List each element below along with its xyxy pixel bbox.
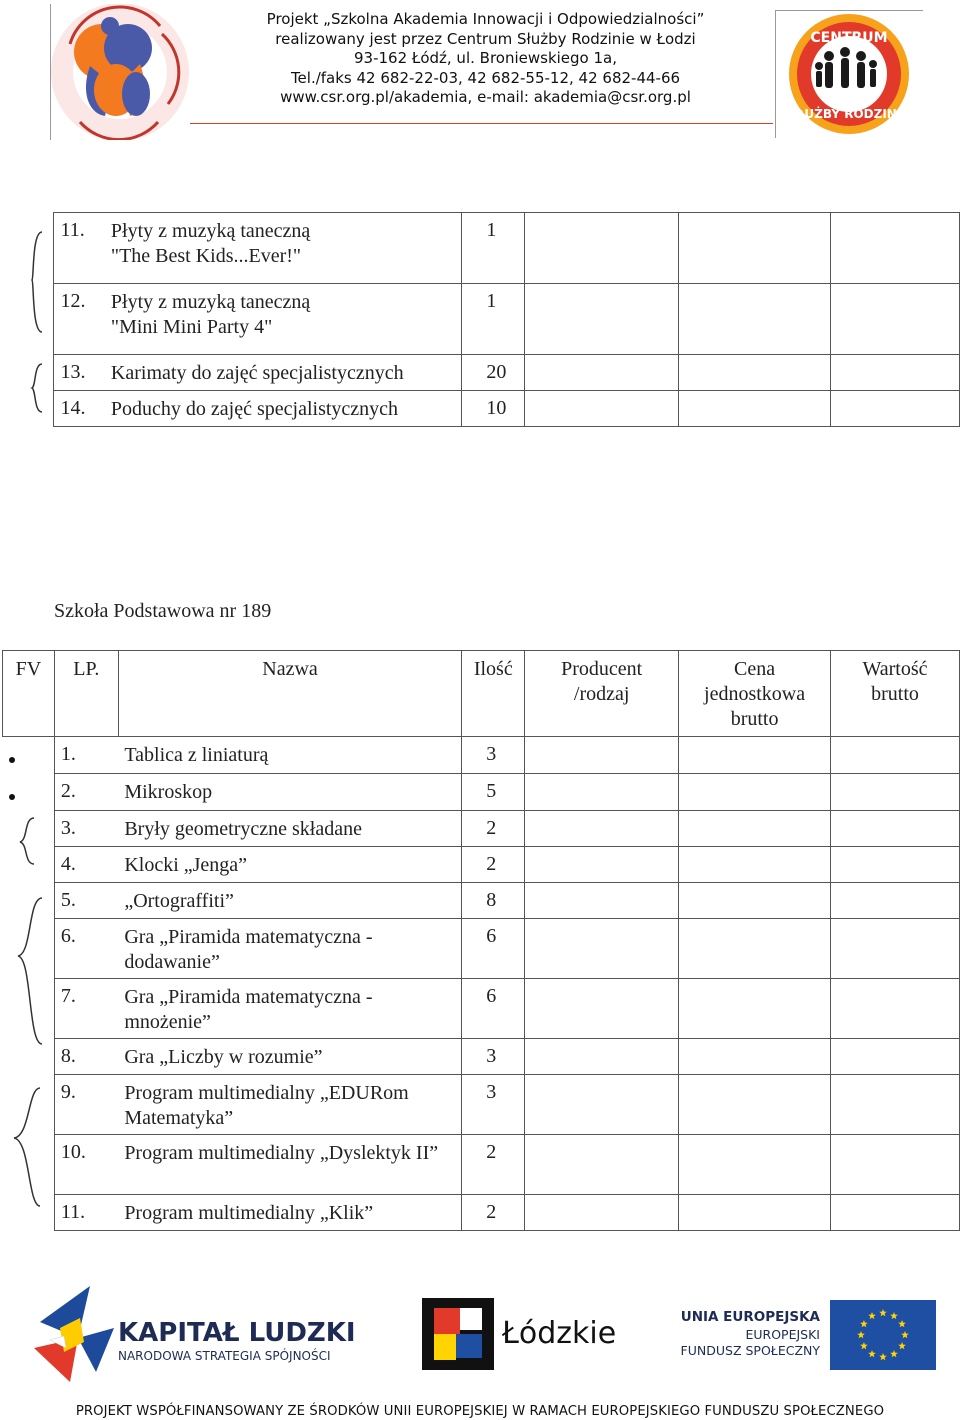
row-number: 10.: [54, 1135, 118, 1195]
row-name: [105, 213, 462, 284]
row-qty: 3: [462, 1039, 525, 1075]
row-producer-cell: [525, 391, 679, 427]
row-producer-cell: [525, 1039, 679, 1075]
row-number: 11.: [54, 213, 105, 284]
row-producer-cell: [525, 847, 679, 883]
row-name: Karimaty do zajęć specjalistycznych: [105, 355, 462, 391]
row-price-cell: [679, 811, 831, 847]
row-qty: 5: [462, 774, 525, 811]
col-fv-header: FV: [3, 651, 55, 737]
row-price-cell: [679, 1135, 831, 1195]
footer-note: PROJEKT WSPÓŁFINANSOWANY ZE ŚRODKÓW UNII EUROPEJSKIEJ W RAMACH EUROPEJSKIEGO FUNDUSZU SPOŁECZNEGO: [75, 1404, 885, 1419]
kapital-ludzki-logo-icon: [30, 1282, 116, 1386]
table-row: [2, 213, 960, 284]
row-price-cell: [679, 355, 831, 391]
row-qty: 2: [462, 1195, 525, 1231]
table-row: [3, 919, 960, 979]
row-number: 9.: [54, 1075, 118, 1135]
row-qty: 6: [462, 919, 525, 979]
table-row: [3, 1135, 960, 1195]
row-value-cell: [831, 284, 960, 355]
table-row: [3, 1075, 960, 1135]
col-lp-header: LP.: [54, 651, 118, 737]
row-number: 1.: [54, 737, 118, 774]
row-price-cell: [679, 883, 831, 919]
header-line-1: Projekt „Szkolna Akademia Innowacji i Odpowiedzialności”: [266, 10, 705, 28]
row-value-cell: [831, 1135, 960, 1195]
eu-flag-icon: [830, 1300, 936, 1370]
row-value-cell: [831, 355, 960, 391]
row-number: 3.: [54, 811, 118, 847]
row-value-cell: [831, 737, 960, 774]
col-producer-header: Producent /rodzaj: [525, 651, 679, 737]
row-qty: 6: [462, 979, 525, 1039]
col-unit-price-header: Cena jednostkowa brutto: [679, 651, 831, 737]
row-price-cell: [679, 847, 831, 883]
table-row: [3, 737, 960, 774]
row-name: Program multimedialny „EDURom Matematyka”: [118, 1075, 461, 1135]
section-title: Szkoła Podstawowa nr 189: [54, 600, 272, 622]
row-number: 2.: [54, 774, 118, 811]
row-name: Gra „Liczby w rozumie”: [118, 1039, 461, 1075]
header-line-3: 93-162 Łódź, ul. Broniewskiego 1a,: [354, 49, 617, 68]
row-value-cell: [831, 213, 960, 284]
row-producer-cell: [525, 1135, 679, 1195]
eu-line-1: UNIA EUROPEJSKA: [680, 1309, 820, 1325]
row-price-cell: [679, 1039, 831, 1075]
row-price-cell: [679, 979, 831, 1039]
row-qty: 10: [462, 391, 525, 427]
row-producer-cell: [525, 1195, 679, 1231]
row-price-cell: [679, 919, 831, 979]
row-value-cell: [831, 979, 960, 1039]
row-producer-cell: [525, 737, 679, 774]
row-number: 6.: [54, 919, 118, 979]
row-producer-cell: [525, 284, 679, 355]
row-name: Program multimedialny „Dyslektyk II”: [118, 1135, 461, 1195]
row-name: Klocki „Jenga”: [118, 847, 461, 883]
header-row: [3, 651, 960, 737]
row-value-cell: [831, 1039, 960, 1075]
row-price-cell: [679, 391, 831, 427]
row-name: Program multimedialny „Klik”: [118, 1195, 461, 1231]
row-name: Bryły geometryczne składane: [118, 811, 461, 847]
header-line-5: www.csr.org.pl/akademia, e-mail: akademia@csr.org.pl: [280, 88, 691, 107]
table-row: [3, 847, 960, 883]
lodzkie-logo-icon: [422, 1298, 494, 1370]
row-value-cell: [831, 847, 960, 883]
centrum-logo: [775, 10, 923, 138]
table-row: [2, 284, 960, 355]
row-price-cell: [679, 284, 831, 355]
col-qty-header: Ilość: [462, 651, 525, 737]
row-price-cell: [679, 1195, 831, 1231]
table-row: [3, 811, 960, 847]
row-qty: 3: [462, 1075, 525, 1135]
row-number: 13.: [54, 355, 105, 391]
header-line-4: Tel./faks 42 682-22-03, 42 682-55-12, 42 682-44-66: [290, 68, 681, 87]
row-price-cell: [679, 774, 831, 811]
row-number: 5.: [54, 883, 118, 919]
eu-line-2: EUROPEJSKI: [745, 1327, 820, 1342]
row-number: 7.: [54, 979, 118, 1039]
row-value-cell: [831, 774, 960, 811]
row-producer-cell: [525, 979, 679, 1039]
col-value-header: Wartość brutto: [831, 651, 960, 737]
col-name-header: Nazwa: [118, 651, 461, 737]
items-table-main: [2, 650, 960, 1231]
table-row: [2, 391, 960, 427]
table-row: [3, 774, 960, 811]
row-number: 12.: [54, 284, 105, 355]
table-row: [2, 355, 960, 391]
kapital-ludzki-subtitle: NARODOWA STRATEGIA SPÓJNOŚCI: [118, 1349, 331, 1363]
row-number: 14.: [54, 391, 105, 427]
row-producer-cell: [525, 774, 679, 811]
row-name: „Ortograffiti”: [118, 883, 461, 919]
row-number: 4.: [54, 847, 118, 883]
left-logo: [50, 4, 190, 140]
row-value-cell: [831, 1195, 960, 1231]
header-rule: [190, 123, 773, 124]
row-value-cell: [831, 391, 960, 427]
row-value-cell: [831, 1075, 960, 1135]
row-qty: 3: [462, 737, 525, 774]
row-producer-cell: [525, 355, 679, 391]
row-qty: 8: [462, 883, 525, 919]
row-price-cell: [679, 213, 831, 284]
row-price-cell: [679, 1075, 831, 1135]
eu-line-3: FUNDUSZ SPOŁECZNY: [680, 1343, 820, 1358]
table-row: [3, 979, 960, 1039]
row-price-cell: [679, 737, 831, 774]
row-qty: 2: [462, 1135, 525, 1195]
row-name: Gra „Piramida matematyczna - dodawanie”: [118, 919, 461, 979]
lodzkie-wordmark: Łódzkie: [502, 1316, 617, 1351]
row-qty: 2: [462, 847, 525, 883]
row-qty: 2: [462, 811, 525, 847]
row-name: [105, 284, 462, 355]
row-value-cell: [831, 883, 960, 919]
row-name: Mikroskop: [118, 774, 461, 811]
svg-text:SŁUŻBY RODZINIE: SŁUŻBY RODZINIE: [788, 107, 910, 121]
row-producer-cell: [525, 883, 679, 919]
row-name: Poduchy do zajęć specjalistycznych: [105, 391, 462, 427]
row-name-text: Płyty z muzyką taneczną "Mini Mini Party 4": [110, 291, 311, 338]
table-row: [3, 883, 960, 919]
row-qty: 1: [462, 284, 525, 355]
row-value-cell: [831, 811, 960, 847]
svg-text:CENTRUM: CENTRUM: [810, 30, 888, 46]
row-value-cell: [831, 919, 960, 979]
header-info: [258, 10, 713, 108]
row-number: 11.: [54, 1195, 118, 1231]
row-name-text: Płyty z muzyką taneczną "The Best Kids...Ever!": [110, 220, 311, 267]
header-line-2: realizowany jest przez Centrum Służby Rodzinie w Łodzi: [275, 29, 696, 48]
row-producer-cell: [525, 1075, 679, 1135]
row-producer-cell: [525, 213, 679, 284]
row-name: Tablica z liniaturą: [118, 737, 461, 774]
row-number: 8.: [54, 1039, 118, 1075]
table-row: [3, 1039, 960, 1075]
row-qty: 1: [462, 213, 525, 284]
table-row: [3, 1195, 960, 1231]
row-producer-cell: [525, 919, 679, 979]
row-producer-cell: [525, 811, 679, 847]
row-qty: 20: [462, 355, 525, 391]
row-name: Gra „Piramida matematyczna - mnożenie”: [118, 979, 461, 1039]
items-table-top: [2, 212, 960, 427]
kapital-ludzki-title: KAPITAŁ LUDZKI: [118, 1318, 356, 1348]
